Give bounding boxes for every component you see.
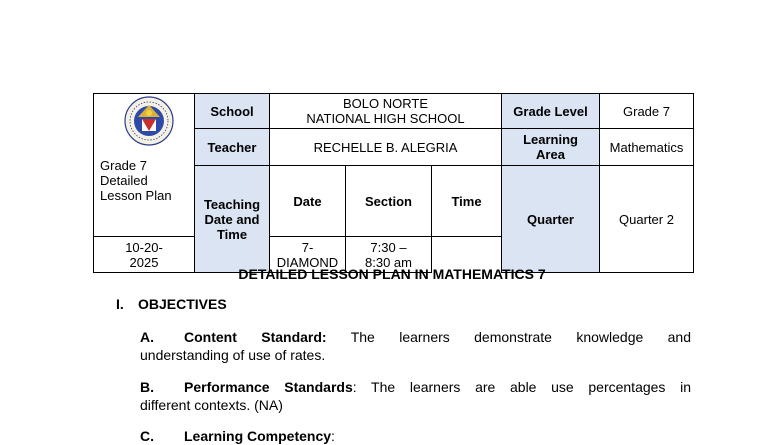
learning-competency-paragraph — [140, 427, 691, 445]
section-heading-objectives — [116, 296, 227, 312]
item-text: The learners demonstrate knowledge and — [326, 329, 692, 345]
section-label: Section — [346, 166, 432, 237]
quarter-label: Quarter — [502, 166, 600, 273]
document-title: DETAILED LESSON PLAN IN MATHEMATICS 7 — [238, 266, 546, 282]
teacher-label: Teacher — [195, 129, 270, 166]
performance-standards-paragraph — [140, 378, 691, 414]
teacher-value: RECHELLE B. ALEGRIA — [270, 129, 502, 166]
grade-level-value: Grade 7 — [600, 94, 694, 129]
learning-area-value: Mathematics — [600, 129, 694, 166]
item-marker: B. — [140, 379, 154, 395]
deped-seal-icon — [124, 96, 174, 146]
item-text: : — [331, 428, 335, 444]
item-label: Content Standard: — [184, 329, 327, 345]
school-label: School — [195, 94, 270, 129]
teaching-date-time-label: Teaching Date and Time — [195, 166, 270, 273]
logo-cell — [94, 94, 195, 237]
date-label: Date — [270, 166, 346, 237]
plan-label: Grade 7 Detailed Lesson Plan — [100, 158, 172, 203]
section-title: OBJECTIVES — [138, 296, 227, 312]
item-text: : The learners are able use percentages in — [352, 379, 691, 395]
section-value: 7- DIAMOND — [270, 237, 346, 273]
grade-level-label: Grade Level — [502, 94, 600, 129]
lesson-plan-header-table — [93, 93, 694, 273]
item-label: Learning Competency — [184, 428, 332, 444]
item-marker: C. — [140, 428, 154, 444]
quarter-value: Quarter 2 — [600, 166, 694, 273]
section-number: I. — [116, 296, 124, 312]
content-standard-paragraph — [140, 328, 691, 364]
item-text-continued: understanding of use of rates. — [140, 347, 326, 363]
item-marker: A. — [140, 329, 154, 345]
item-text-continued: different contexts. (NA) — [140, 397, 283, 413]
learning-area-label: Learning Area — [502, 129, 600, 166]
time-value: 7:30 – 8:30 am — [346, 237, 432, 273]
date-value: 10-20- 2025 — [94, 237, 195, 273]
item-label: Performance Standards — [184, 379, 353, 395]
school-value: BOLO NORTE NATIONAL HIGH SCHOOL — [270, 94, 502, 129]
time-label: Time — [432, 166, 502, 237]
